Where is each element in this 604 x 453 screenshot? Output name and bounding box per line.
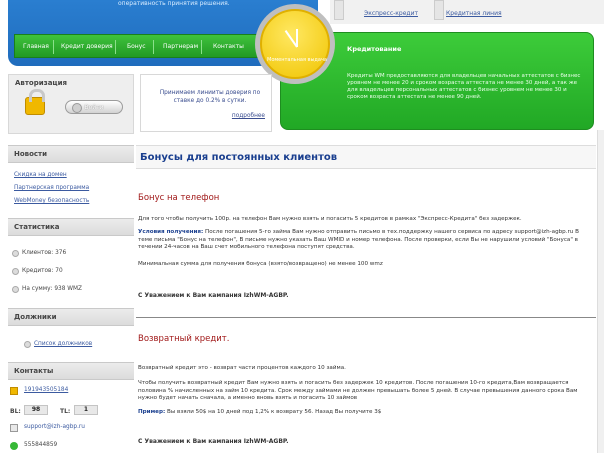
return-credit-example (138, 409, 584, 417)
nav-contacts[interactable]: Контакты (213, 43, 244, 50)
nav-trust-credit[interactable]: Кредит доверия (61, 43, 113, 50)
credit-panel-text: Кредиты WM предоставляются для владельцев начальных аттестатов с бизнес уровнем не менее 20 и сроком возраста аттестата не менее 30 дней, а так же для владельцев персональных аттестатов с бизнес уровнем не менее 30 и сроком возраста аттестата не менее 90 дней. (347, 73, 581, 100)
header-slogan: оперативность принятия решения. (118, 0, 230, 7)
debtors-header: Должники (8, 308, 134, 326)
bullet-icon (12, 268, 19, 275)
lock-icon (25, 97, 45, 115)
icq-number[interactable]: 191943505184 (24, 387, 69, 393)
tl-label: TL: (60, 408, 71, 415)
phone-bonus-conditions (138, 229, 584, 252)
nav-divider (153, 40, 154, 54)
credit-line-icon (434, 0, 444, 20)
section-phone-bonus-title: Бонус на телефон (138, 193, 220, 203)
stat-sum (22, 286, 82, 292)
stat-clients-text: Клиентов: 376 (22, 250, 67, 256)
nav-partners[interactable]: Партнерам (163, 43, 199, 50)
news-link-partner[interactable]: Партнерская программа (14, 185, 90, 191)
return-credit-intro: Возвратный кредит это - возврат части процентов каждого 10 займа. (138, 365, 346, 371)
top-links-bar (330, 0, 604, 24)
nav-home[interactable]: Главная (23, 43, 49, 50)
conditions-label: Условия получения: (138, 229, 204, 235)
stats-header: Статистика (8, 218, 134, 236)
stat-credits (22, 268, 63, 274)
email-address[interactable]: support@izh-agbp.ru (24, 424, 85, 430)
link-express-credit[interactable]: Экспресс-кредит (364, 10, 418, 17)
promo-panel (140, 74, 272, 132)
nav-divider (53, 40, 54, 54)
nav-bonus[interactable]: Бонус (127, 43, 146, 50)
express-credit-icon (334, 0, 344, 20)
stat-clients (22, 250, 66, 256)
phone-number: 555844859 (24, 442, 58, 448)
return-credit-details: Чтобы получить возвратный кредит Вам нужно взять и погасить без задержек 10 кредитов. После погашения 10-го кредита,Вам возвращается половина % начисленных на займ 10 кредита. Срок между займами не должен превышать более 5 дней. В случае превышения данного срока Вам нужно будет начать сначала, а именно вновь взять и погасить 10 займов (138, 380, 578, 401)
nav-divider (201, 40, 202, 54)
stat-credits-text: Кредитов: 70 (22, 268, 63, 274)
auth-panel (8, 74, 134, 134)
contacts-header: Контакты (8, 362, 134, 380)
login-button[interactable]: Войти (65, 100, 123, 114)
gauge-label: Моментальная выдача (267, 57, 327, 63)
icq-icon (10, 387, 18, 395)
link-credit-line[interactable]: Кредитная линия (446, 10, 502, 17)
nav-divider (115, 40, 116, 54)
debtors-item (34, 341, 92, 347)
bl-label: BL: (10, 408, 21, 415)
signature-1: С Уважением к Вам кампания IzhWM-AGBP. (138, 292, 289, 299)
page-scrollbar[interactable] (597, 130, 604, 453)
phone-bonus-intro: Для того чтобы получить 100р. на телефон Вам нужно взять и погасить 5 кредитов в рамках "Экспресс-Кредита" без задержек. (138, 216, 522, 222)
promo-more-link[interactable]: подробнее (231, 113, 265, 119)
example-text: Вы взяли 50$ на 10 дней под 1,2% к возврату 56. Назад Вы получите 3$ (165, 409, 382, 415)
news-link-domain[interactable]: Скидка на домен (14, 172, 67, 178)
tl-value: 1 (74, 405, 98, 415)
email-icon (10, 424, 18, 432)
bl-value: 98 (24, 405, 48, 415)
bullet-icon (12, 286, 19, 293)
phone-icon (10, 442, 18, 450)
phone-bonus-min: Минимальная сумма для получения бонуса (взято/возвращено) не менее 100 wmz (138, 261, 383, 267)
stat-sum-text: На сумму: 938 WMZ (22, 286, 82, 292)
bullet-icon (24, 341, 31, 348)
clock-icon (260, 9, 330, 79)
credit-panel-title: Кредитование (347, 45, 402, 53)
section-divider (136, 317, 596, 318)
bullet-icon (12, 250, 19, 257)
example-label: Пример: (138, 409, 166, 415)
section-return-credit-title: Возвратный кредит. (138, 334, 230, 344)
auth-title: Авторизация (15, 79, 68, 87)
news-link-security[interactable]: WebMoney безопасность (14, 198, 90, 204)
signature-2: С Уважением к Вам кампания IzhWM-AGBP. (138, 438, 289, 445)
instant-payout-badge (255, 4, 335, 84)
news-header: Новости (8, 145, 134, 163)
page-title: Бонусы для постоянных клиентов (136, 145, 596, 169)
debtors-link[interactable]: Список должников (34, 341, 93, 347)
conditions-text: После погашения 5-го займа Вам нужно отправить письмо в тех.поддержку нашего сервиса по адресу support@izh-agbp.ru В теме письма "Бонус на телефон", В письме нужно указать Ваш WMID и номер телефона. После проверки, если Вы не нарушили условий "Бонуса" в течении 24-часов на Ваш счет мобильного телефона поступят средства. (138, 229, 579, 250)
promo-text: Принимаем линииты доверия по ставке до 0.2% в сутки. (159, 90, 261, 104)
